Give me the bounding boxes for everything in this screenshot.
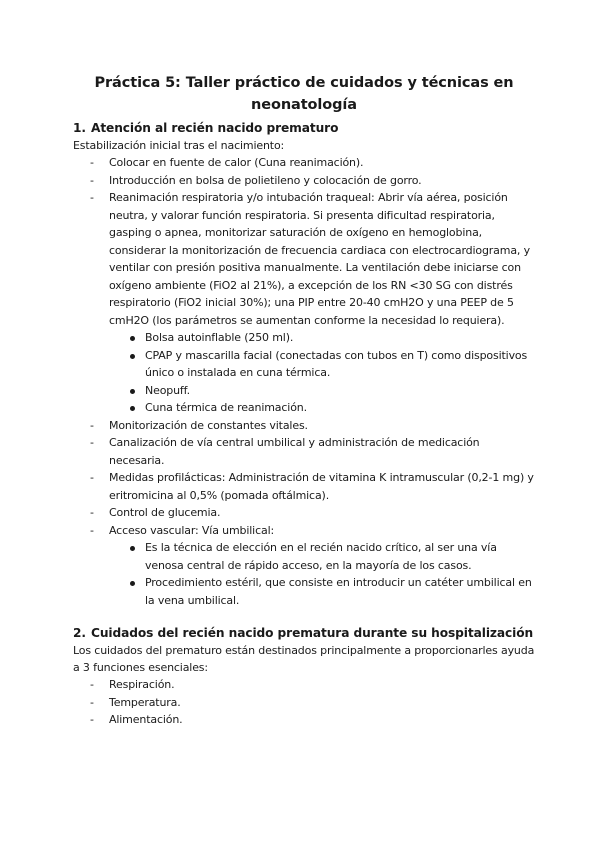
sub-list-item bbox=[73, 329, 535, 347]
page-title: Práctica 5: Taller práctico de cuidados y técnicas en neonatología bbox=[94, 75, 514, 113]
dash-marker: - bbox=[90, 173, 94, 187]
dash-marker: - bbox=[90, 471, 94, 484]
sub-list-item bbox=[73, 399, 535, 417]
section-1-number: 1. bbox=[73, 121, 86, 135]
bullet-marker bbox=[130, 336, 135, 341]
section-spacer bbox=[73, 609, 535, 625]
list-item-text: Alimentación. bbox=[109, 713, 183, 726]
dash-marker: - bbox=[90, 436, 94, 449]
list-item bbox=[73, 417, 535, 435]
sub-list-item-text: Neopuff. bbox=[145, 383, 190, 397]
list-item-text: Monitorización de constantes vitales. bbox=[109, 418, 308, 432]
list-item bbox=[73, 694, 535, 712]
list-item-text: Introducción en bolsa de polietileno y colocación de gorro. bbox=[109, 173, 422, 187]
list-item bbox=[73, 154, 535, 172]
dash-marker: - bbox=[90, 713, 94, 726]
list-item bbox=[73, 676, 535, 694]
dash-marker: - bbox=[90, 678, 94, 691]
bullet-marker bbox=[130, 406, 135, 411]
sub-list-item bbox=[73, 382, 535, 400]
section-2-heading bbox=[73, 625, 535, 642]
dash-marker: - bbox=[90, 695, 94, 709]
bullet-marker bbox=[130, 354, 135, 359]
sub-list-item-text: Procedimiento estéril, que consiste en introducir un catéter umbilical en la vena umbilical. bbox=[145, 576, 532, 607]
sub-list-item-text: Es la técnica de elección en el recién nacido crítico, al ser una vía venosa central de rápido acceso, en la mayoría de los casos. bbox=[145, 541, 497, 572]
list-item bbox=[73, 504, 535, 522]
dash-marker: - bbox=[90, 156, 94, 169]
bullet-marker bbox=[130, 581, 135, 586]
list-item-text: Colocar en fuente de calor (Cuna reanimación). bbox=[109, 156, 364, 169]
document-page bbox=[73, 72, 535, 729]
list-item bbox=[73, 434, 535, 469]
bullet-marker bbox=[130, 546, 135, 551]
list-item bbox=[73, 469, 535, 504]
section-1-heading bbox=[73, 120, 535, 137]
list-item bbox=[73, 522, 535, 610]
vascular-access-list bbox=[73, 539, 535, 609]
dash-marker: - bbox=[90, 506, 94, 519]
sub-list-item bbox=[73, 347, 535, 382]
list-item-text: Medidas profilácticas: Administración de vitamina K intramuscular (0,2-1 mg) y eritromicina al 0,5% (pomada oftálmica). bbox=[109, 471, 534, 502]
sub-list-item bbox=[73, 574, 535, 609]
section-1-title: Atención al recién nacido prematuro bbox=[91, 121, 339, 135]
section-2-intro: Los cuidados del prematuro están destinados principalmente a proporcionarles ayuda a 3 funciones esenciales: bbox=[73, 644, 535, 674]
list-item-text: Respiración. bbox=[109, 678, 175, 691]
section-1-intro: Estabilización inicial tras el nacimiento: bbox=[73, 139, 285, 152]
list-item bbox=[73, 172, 535, 190]
list-item-text: Temperatura. bbox=[109, 695, 181, 709]
dash-marker: - bbox=[90, 191, 94, 204]
list-item bbox=[73, 711, 535, 729]
sub-list-item bbox=[73, 539, 535, 574]
bullet-marker bbox=[130, 389, 135, 394]
sub-list-item-text: CPAP y mascarilla facial (conectadas con tubos en T) como dispositivos único o instalada en cuna térmica. bbox=[145, 348, 528, 379]
section-1-list bbox=[73, 154, 535, 609]
sub-list-item-text: Bolsa autoinflable (250 ml). bbox=[145, 331, 294, 344]
list-item-text: Acceso vascular: Vía umbilical: bbox=[109, 523, 275, 537]
list-item-text: Control de glucemia. bbox=[109, 506, 221, 519]
section-2-list bbox=[73, 676, 535, 729]
dash-marker: - bbox=[90, 418, 94, 432]
section-2-number: 2. bbox=[73, 626, 86, 640]
list-item bbox=[73, 189, 535, 417]
list-item-text: Reanimación respiratoria y/o intubación traqueal: Abrir vía aérea, posición neutra, y valorar función respiratoria. Si presenta dificultad respiratoria, gasping o apnea, monitorizar saturación de oxígeno en hemoglobina, considerar la monitorización de frecuencia cardiaca con electrocardiograma, y ventilar con presión positiva manualmente. La ventilación debe iniciarse con oxígeno ambiente (FiO2 al 21%), a excepción de los RN <30 SG con distrés respiratorio (FiO2 inicial 30%); una PIP entre 20-40 cmH2O y una PEEP de 5 cmH2O (los parámetros se aumentan conforme la necesidad lo requiera). bbox=[109, 191, 530, 327]
list-item-text: Canalización de vía central umbilical y administración de medicación necesaria. bbox=[109, 436, 480, 467]
ventilation-devices-list bbox=[73, 329, 535, 417]
section-2-title: Cuidados del recién nacido prematura durante su hospitalización bbox=[91, 626, 534, 640]
dash-marker: - bbox=[90, 523, 94, 537]
sub-list-item-text: Cuna térmica de reanimación. bbox=[145, 401, 307, 414]
